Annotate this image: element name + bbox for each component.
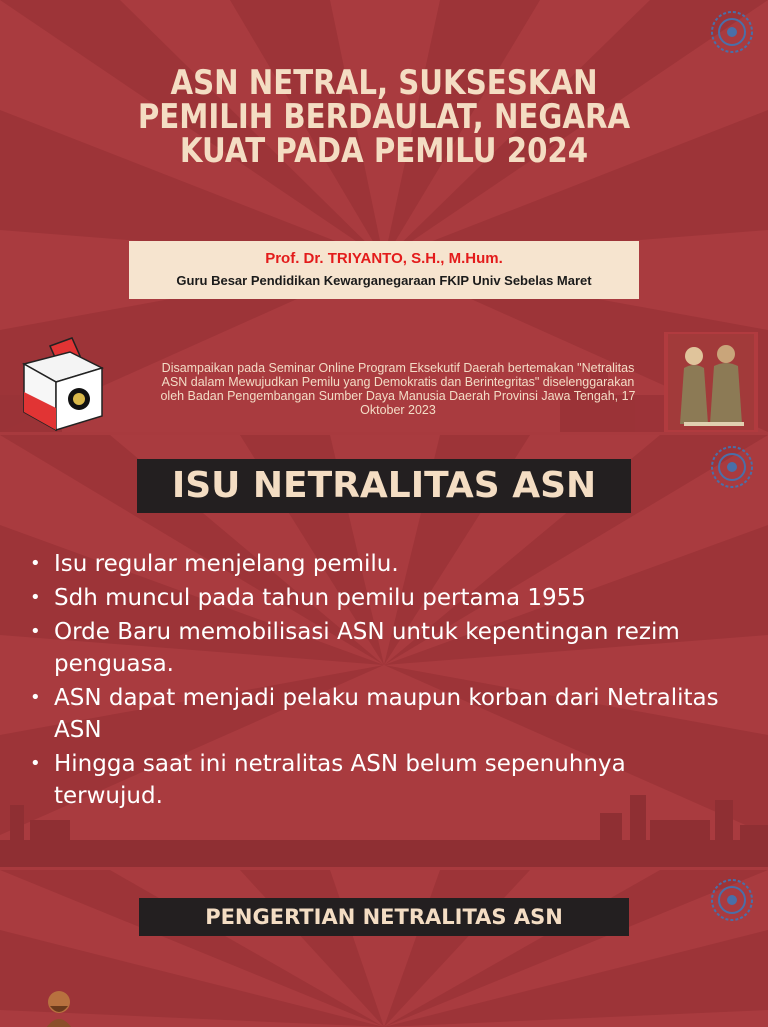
- bullet-item: • Hingga saat ini netralitas ASN belum sepenuhnya terwujud.: [30, 748, 740, 812]
- bullet-item: • Isu regular menjelang pemilu.: [30, 548, 740, 580]
- university-logo-icon: [710, 10, 754, 54]
- slide-heading: ISU NETRALITAS ASN: [137, 459, 631, 513]
- slide-heading: PENGERTIAN NETRALITAS ASN: [139, 898, 629, 936]
- presentation-title: ASN NETRAL, SUKSESKAN PEMILIH BERDAULAT, NEGARA KUAT PADA PEMILU 2024: [137, 63, 631, 171]
- author-box: [129, 241, 639, 299]
- university-logo-icon: [710, 445, 754, 489]
- bullet-list: [30, 548, 740, 814]
- person-avatar-icon: [42, 988, 76, 1027]
- slide-isu-netralitas: [0, 435, 768, 867]
- ballot-box-icon: [20, 334, 104, 432]
- university-logo-icon: [710, 878, 754, 922]
- sunburst-background: [0, 870, 768, 1027]
- slide-title: [0, 0, 768, 432]
- bullet-item: • Sdh muncul pada tahun pemilu pertama 1955: [30, 582, 740, 614]
- author-name: Prof. Dr. TRIYANTO, S.H., M.Hum.: [265, 250, 503, 267]
- civil-servants-photo: [664, 332, 758, 432]
- bullet-item: • ASN dapat menjadi pelaku maupun korban dari Netralitas ASN: [30, 682, 740, 746]
- bullet-item: • Orde Baru memobilisasi ASN untuk kepentingan rezim penguasa.: [30, 616, 740, 680]
- slide-pengertian-netralitas: [0, 870, 768, 1027]
- seminar-description: Disampaikan pada Seminar Online Program Eksekutif Daerah bertemakan "Netralitas ASN dalam Mewujudkan Pemilu yang Demokratis dan Berintegritas" diselenggarakan oleh Badan Pengembangan Sumber Daya Manusia Daerah Provinsi Jawa Tengah, 17 Oktober 2023: [160, 360, 636, 417]
- author-role: Guru Besar Pendidikan Kewarganegaraan FKIP Univ Sebelas Maret: [176, 273, 592, 288]
